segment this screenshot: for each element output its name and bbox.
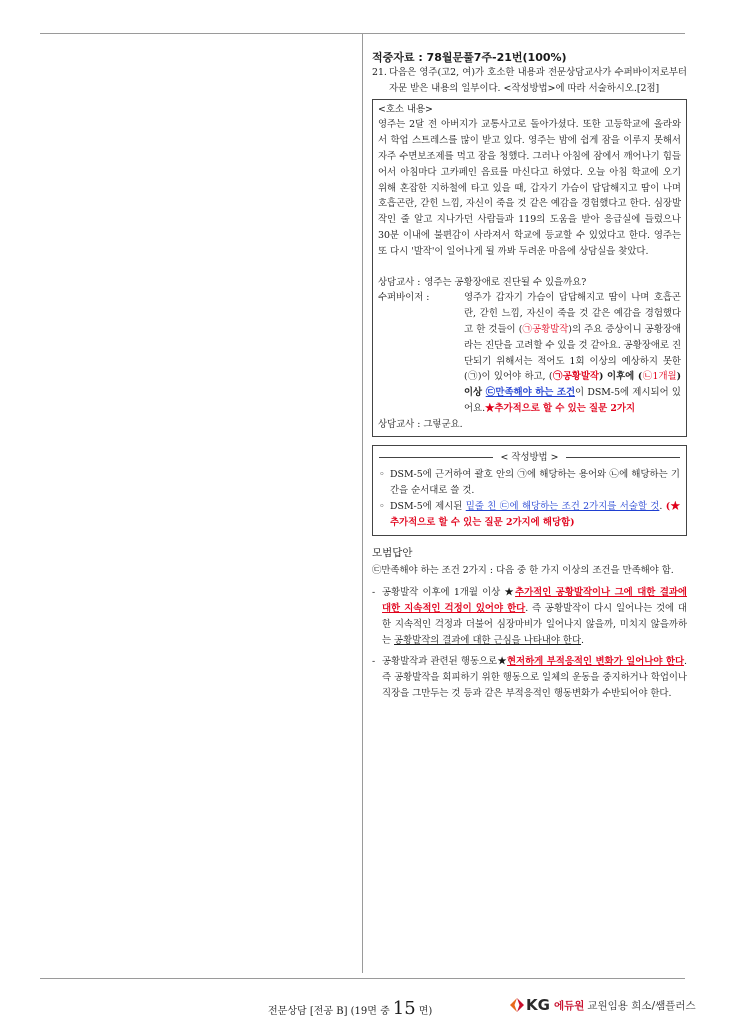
column-divider [362,33,363,973]
bottom-rule [40,978,685,979]
source-title: 적중자료 : 78월문풀7주-21번(100%) [372,51,567,64]
annotation-extra-questions: ★추가적으로 할 수 있는 질문 2가지 [485,402,636,414]
bullet-icon: ◦ [379,500,385,512]
annotation-panic-attack: ㉠공황발작 [522,323,569,335]
brand-subtitle: 교원임용 희소/쌤플러스 [587,999,696,1012]
counselor-question-text: 영주는 공황장애로 진단될 수 있을까요? [424,276,587,288]
question [372,65,687,97]
page-footer [268,998,432,1019]
supervisor-answer [378,290,681,416]
model-answer-line1: ㉢만족해야 하는 조건 2가지 : 다음 중 한 가지 이상의 조건을 만족해야 함. [372,565,674,577]
brand-kg: KG [526,996,550,1014]
underlined-condition: ㉢만족해야 하는 조건 [485,387,576,399]
annotation-panic-attack-2: ㉠공황발작 [552,371,599,383]
model-answer-header: 모범답안 [372,546,413,559]
method-header [379,450,680,466]
right-column [372,50,687,702]
method-title: < 작성방법 > [500,451,559,463]
annotation-one-month: ㉡1개월 [642,371,677,383]
method-item-2: ◦ DSM-5에 제시된 밑줄 친 ㉢에 해당하는 조건 2가지를 서술할 것. (★추가적으로 할 수 있는 질문 2가지에 해당함) [379,499,680,531]
brand-logo [508,996,696,1014]
model-answer-point-2: - 공황발작과 관련된 행동으로★현저하게 부적응적인 변화가 일어나야 한다. 즉 공황발작을 회피하기 위한 행동으로 일체의 운동을 중지하거나 학업이나 직장을 그만두는 것 등과 같은 부적응적인 행동변화가 수반되어야 한다. [372,656,687,699]
bullet-icon: ◦ [379,469,385,481]
counselor-question [378,275,681,291]
counselor-end: 상담교사 : 그렇군요. [378,418,463,430]
model-answer-point-1: - 공황발작 이후에 1개월 이상 ★추가적인 공황발작이나 그에 대한 결과에 대한 지속적인 걱정이 있어야 한다. 즉 공황발작이 다시 일어나는 것에 대한 지속적인 걱정과 더불어 심장마비가 일어나지 않을까, 미치지 않을까하는 공황발작의 결과에 대한 근심을 나타내야 한다. [372,587,687,646]
complaint-body: 영주는 2달 전 아버지가 교통사고로 돌아가셨다. 또한 고등학교에 올라와서 학업 스트레스를 많이 받고 있다. 영주는 밤에 쉽게 잠을 이루지 못해서 자주 수면보조제를 먹고 잠을 청했다. 그러나 아침에 잠에서 깨어나기 힘들어서 아침마다 고카페인 음료를 마신다고 하였다. 오늘 아침 학교에 오기 위해 혼잡한 지하철에 타고 있을 때, 갑자기 가슴이 답답해지고 땀이 나며 호흡곤란, 갇힌 느낌, 자신이 죽을 것 같은 예감을 경험했다고 한다. 심장발작인 줄 알고 지나가던 사람들과 119의 도움을 받아 응급실에 들렀으나 30분 이내에 불편감이 사라져서 학교에 등교할 수 있었다고 한다. 영주는 또 다시 '발작'이 일어나게 될 까봐 두려운 마음에 상담실을 찾았다. [378,119,681,257]
question-text: 다음은 영주(고2, 여)가 호소한 내용과 전문상담교사가 수퍼바이저로부터 자문 받은 내용의 일부이다. <작성방법>에 따라 서술하시오.[2점] [389,67,687,94]
brand-mark-icon [508,997,526,1013]
counselor-label: 상담교사 : [378,276,421,288]
supervisor-answer-text: 영주가 갑자기 가슴이 답답해지고 땀이 나며 호흡곤란, 갇힌 느낌, 자신이 죽을 것 같은 예감을 경험했다고 한 것들이 (㉠공황발작)의 주요 증상이니 공황장애라는 진단을 고려할 수 있을 것 같아요. 공황장애로 진단되기 위해서는 적어도 1회 이상의 예상하지 못한 (㉠)이 있어야 하고, (㉠공황발작) 이후에 (㉡1개월) 이상 ㉢만족해야 하는 조건이 DSM-5에 제시되어 있어요.★추가적으로 할 수 있는 질문 2가지 [464,292,682,414]
footer-label: 전문상담 [전공 B] (19면 중 [268,1006,390,1017]
question-number: 21. [372,67,387,78]
method-item-1: ◦ DSM-5에 근거하여 괄호 안의 ㉠에 해당하는 용어와 ㉡에 해당하는 기간을 순서대로 쓸 것. [379,467,680,499]
method-box [372,445,687,536]
supervisor-label: 수퍼바이저 : [378,292,430,304]
brand-name: 에듀원 [553,999,585,1012]
page-number: 15 [392,998,416,1019]
footer-suffix: 면) [418,1006,433,1017]
complaint-box [372,99,687,437]
complaint-header: <호소 내용> [378,103,433,115]
